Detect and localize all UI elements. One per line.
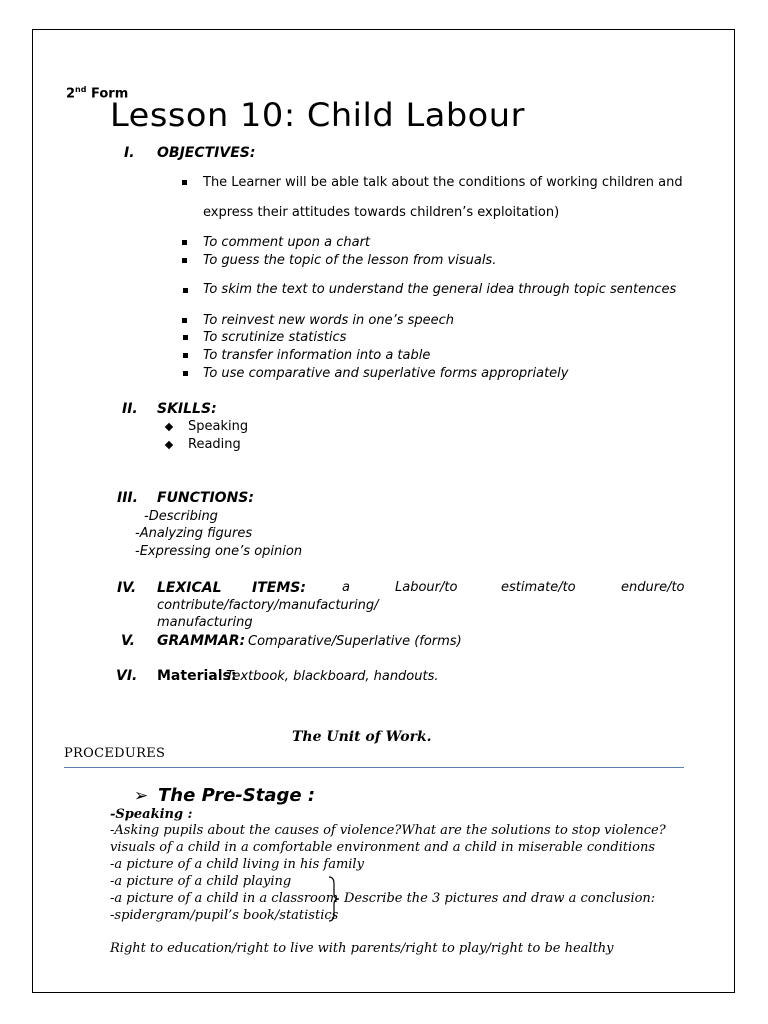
pre-stage-line: -a picture of a child playing [110, 874, 292, 889]
form-label: 2nd Form [66, 85, 129, 102]
objective-item: To transfer information into a table [203, 348, 431, 363]
lesson-title: Lesson 10: Child Labour [110, 96, 525, 134]
section-number: I. [124, 145, 135, 161]
pre-stage-line: visuals of a child in a comfortable environment and a child in miserable conditions [110, 840, 656, 855]
pre-stage-line: -spidergram/pupil’s book/statistics [110, 908, 339, 923]
lexical-word: Labour/to [395, 580, 458, 595]
grammar-heading: GRAMMAR: [157, 633, 246, 649]
skills-heading: SKILLS: [157, 401, 217, 417]
rights-line: Right to education/right to live with parents/right to play/right to be healthy [110, 941, 614, 956]
lexical-heading-items: ITEMS: [252, 580, 306, 596]
section-number: III. [117, 490, 138, 506]
skill-item: Reading [188, 437, 241, 452]
materials-text: Textbook, blackboard, handouts. [226, 669, 439, 684]
function-item: -Describing [144, 509, 218, 524]
bullet-square [182, 258, 187, 263]
objective-item: To comment upon a chart [203, 235, 371, 250]
lexical-line: manufacturing [157, 615, 253, 630]
function-item: -Expressing one’s opinion [135, 544, 303, 559]
pre-stage-heading: The Pre-Stage : [158, 785, 316, 806]
objective-item: To skim the text to understand the general idea through topic sentences [203, 282, 677, 297]
bullet-square [182, 180, 187, 185]
skill-item: Speaking [188, 419, 249, 434]
section-number: V. [121, 633, 135, 649]
pre-stage-line: -Asking pupils about the causes of violence?What are the solutions to stop violence? [110, 823, 666, 838]
unit-of-work-heading: The Unit of Work. [292, 729, 432, 745]
pre-stage-line: -a picture of a child living in his family [110, 857, 364, 872]
bullet-square [183, 335, 188, 340]
speaking-label: -Speaking : [110, 807, 193, 822]
materials-heading: Materials: [157, 668, 237, 684]
bullet-square [183, 288, 188, 293]
lexical-word: a [342, 580, 350, 595]
procedures-heading: PROCEDURES [64, 746, 166, 761]
section-number: VI. [116, 668, 138, 684]
section-number: IV. [117, 580, 137, 596]
bullet-square [183, 353, 188, 358]
objective-item: To scrutinize statistics [203, 330, 347, 345]
bullet-square [182, 240, 187, 245]
arrow-bullet-icon: ➢ [134, 786, 149, 806]
bullet-square [183, 371, 188, 376]
bullet-square [182, 318, 187, 323]
pre-stage-line: -a picture of a child in a classroom [110, 891, 339, 906]
objective-item: express their attitudes towards children’s exploitation) [203, 205, 560, 220]
curly-brace-icon [328, 876, 340, 922]
describe-instruction: Describe the 3 pictures and draw a conclusion: [344, 891, 656, 906]
lexical-word: estimate/to [501, 580, 576, 595]
procedures-divider [64, 767, 684, 768]
section-number: II. [122, 401, 138, 417]
objective-item: The Learner will be able talk about the conditions of working children and [203, 175, 683, 190]
lexical-line: contribute/factory/manufacturing/ [157, 598, 379, 613]
objective-item: To use comparative and superlative forms appropriately [203, 366, 569, 381]
objectives-heading: OBJECTIVES: [157, 145, 256, 161]
lexical-heading: LEXICAL [157, 580, 222, 596]
function-item: -Analyzing figures [135, 526, 253, 541]
objective-item: To reinvest new words in one’s speech [203, 313, 455, 328]
functions-heading: FUNCTIONS: [157, 490, 254, 506]
grammar-text: Comparative/Superlative (forms) [248, 634, 462, 649]
lexical-word: endure/to [621, 580, 685, 595]
objective-item: To guess the topic of the lesson from visuals. [203, 253, 497, 268]
